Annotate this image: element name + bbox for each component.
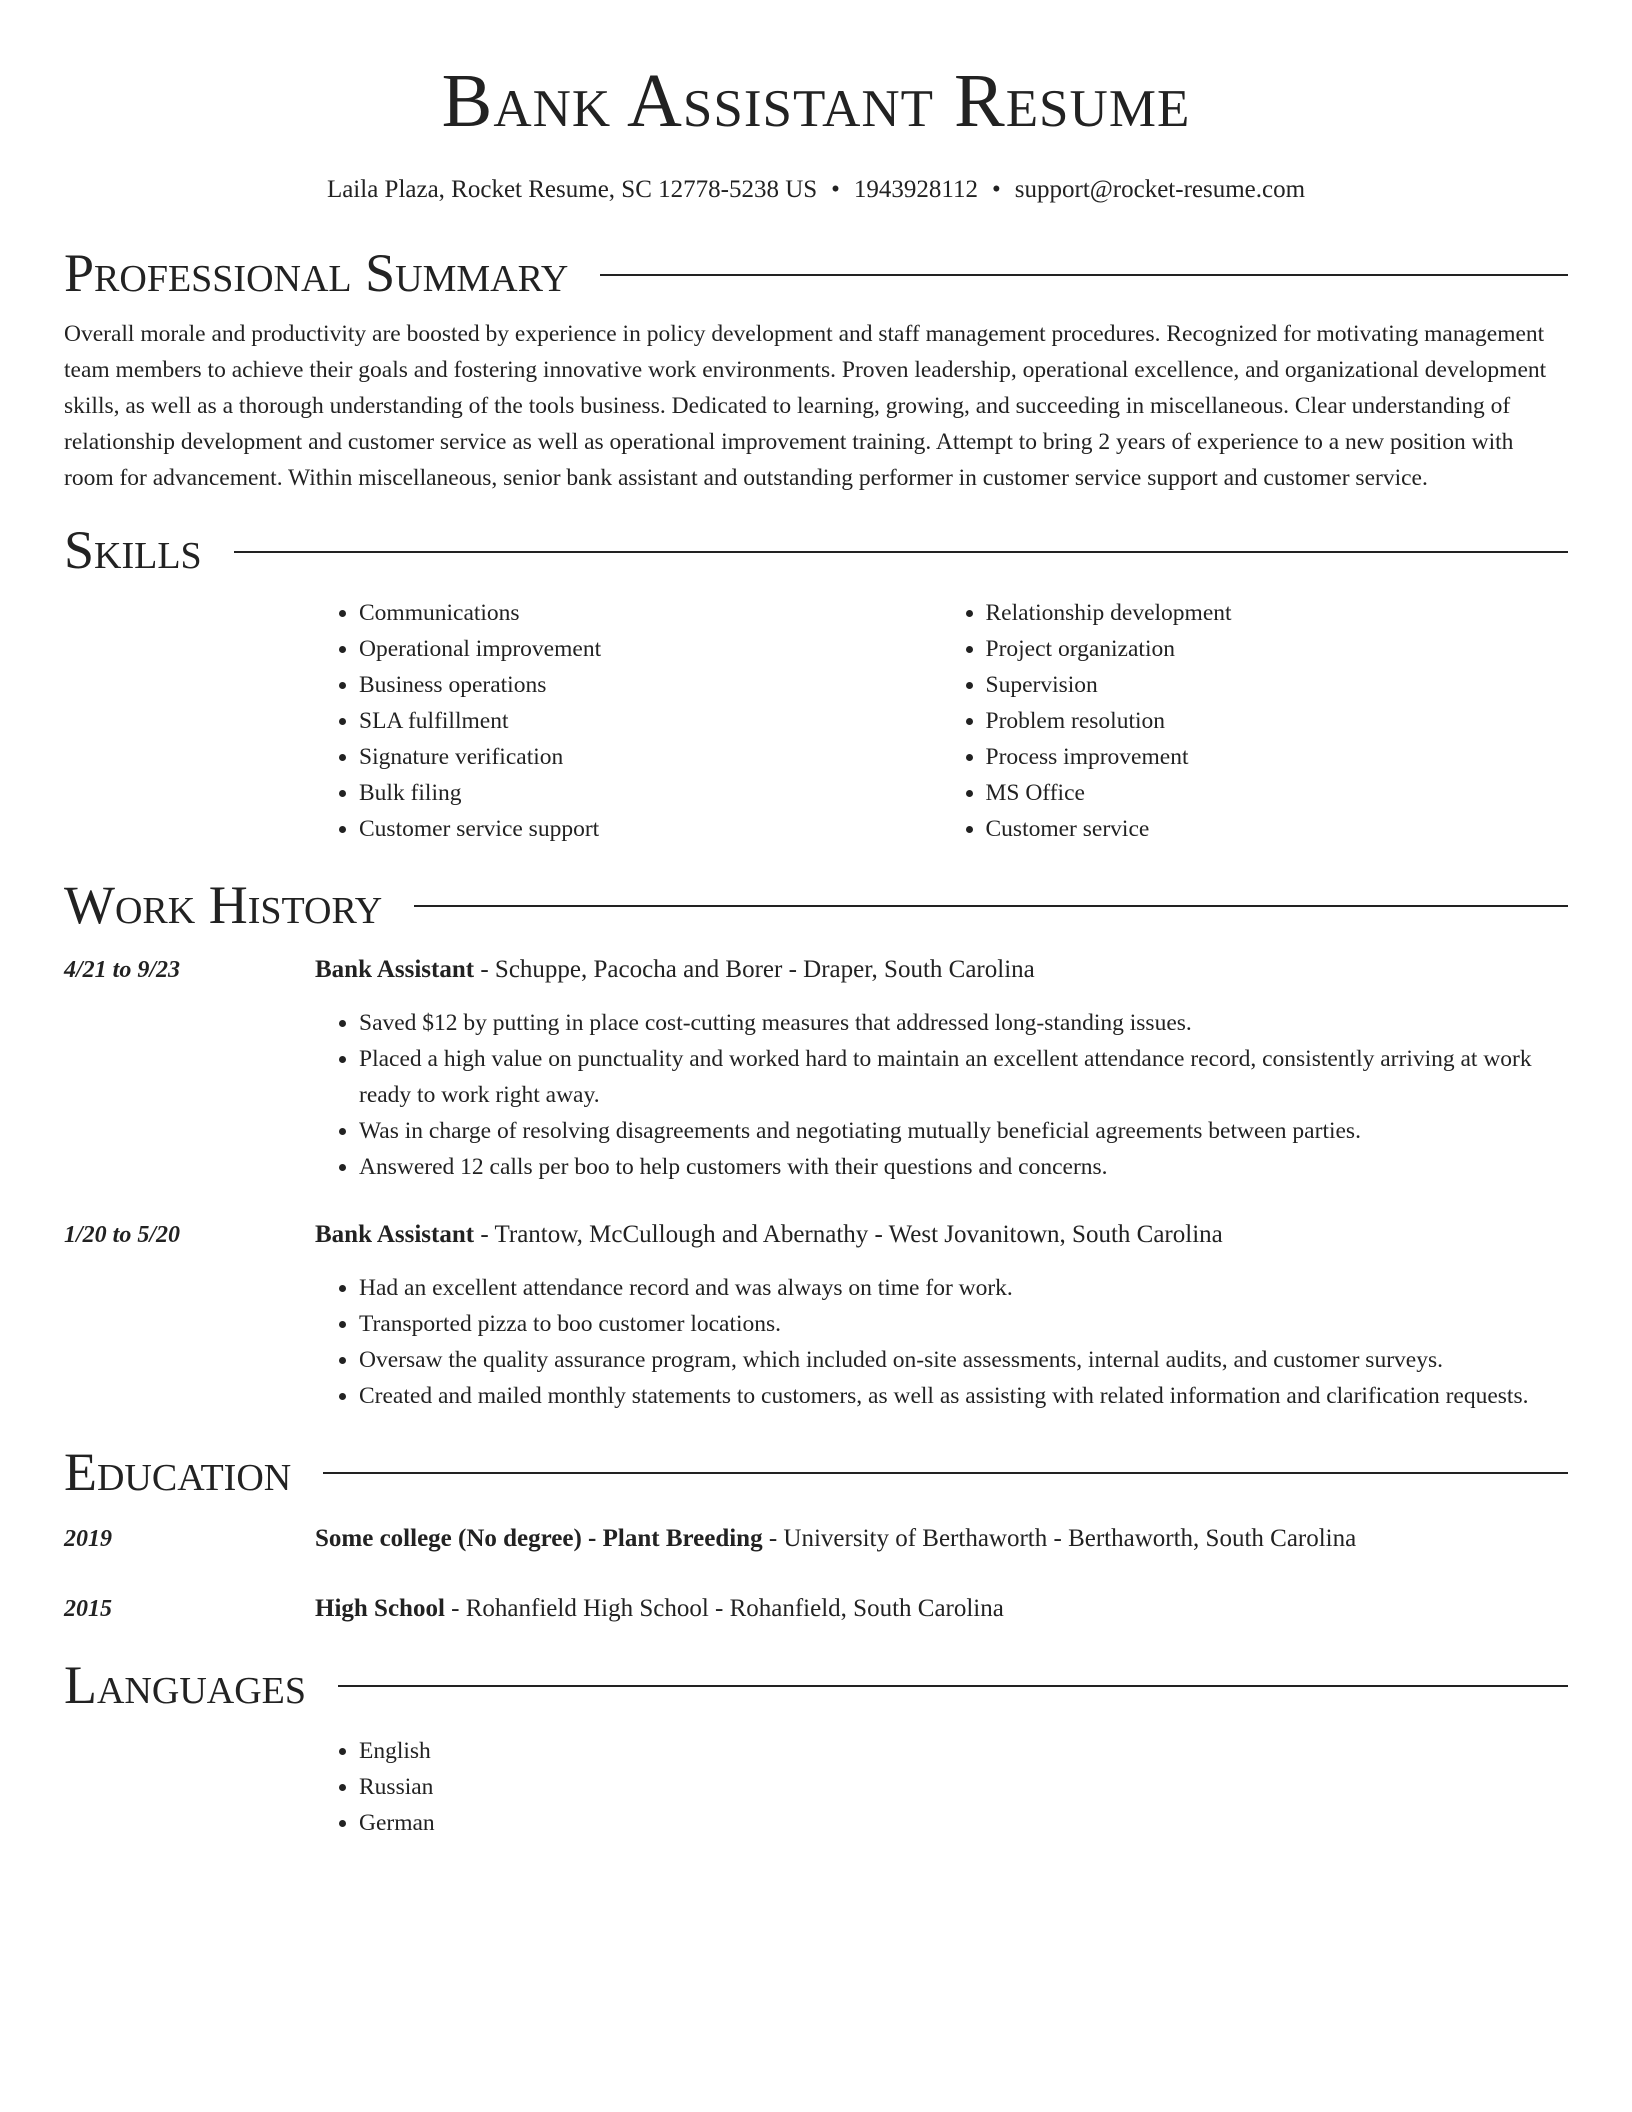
skills-heading-row (64, 518, 1568, 583)
education-details: - University of Berthaworth - Berthaworth, South Carolina (762, 1524, 1357, 1552)
education-heading: Education (64, 1441, 292, 1502)
skill-item: • Signature verification (359, 739, 942, 775)
job-entry (64, 1217, 1568, 1414)
work-heading-row (64, 873, 1568, 938)
job-bullet: • Transported pizza to boo customer locations. (359, 1306, 1568, 1342)
education-degree: Some college (No degree) - Plant Breeding (315, 1524, 763, 1552)
work-section (64, 873, 1568, 1414)
job-details: - Trantow, McCullough and Abernathy - West Jovanitown, South Carolina (474, 1220, 1223, 1248)
skills-heading: Skills (64, 520, 202, 581)
education-year: 2019 (64, 1525, 112, 1552)
education-entry (64, 1591, 1568, 1627)
job-bullets (315, 1005, 1568, 1185)
job-dates: 1/20 to 5/20 (64, 1221, 181, 1248)
job-bullet: • Answered 12 calls per boo to help customers with their questions and concerns. (359, 1149, 1568, 1185)
job-bullet: • Had an excellent attendance record and was always on time for work. (359, 1270, 1568, 1306)
contact-address: Laila Plaza, Rocket Resume, SC 12778-5238 US (326, 176, 818, 204)
language-item: • German (359, 1805, 1568, 1841)
summary-heading-row (64, 241, 1568, 306)
job-bullet: • Was in charge of resolving disagreements and negotiating mutually beneficial agreements between parties. (359, 1113, 1568, 1149)
job-dates: 4/21 to 9/23 (64, 956, 181, 983)
skill-item: • Project organization (986, 631, 1569, 667)
skill-item: • Problem resolution (986, 703, 1569, 739)
job-bullet: • Oversaw the quality assurance program, which included on-site assessments, internal audits, and customer surveys. (359, 1342, 1568, 1378)
skill-item: • Supervision (986, 667, 1569, 703)
job-entry (64, 952, 1568, 1185)
summary-section (64, 241, 1568, 496)
languages-section (64, 1653, 1568, 1842)
job-bullet: • Created and mailed monthly statements to customers, as well as assisting with related information and clarification requests. (359, 1378, 1568, 1414)
education-year: 2015 (64, 1595, 112, 1622)
skills-section (64, 518, 1568, 847)
job-bullet: • Saved $12 by putting in place cost-cutting measures that addressed long-standing issues. (359, 1005, 1568, 1041)
skill-item: • Process improvement (986, 739, 1569, 775)
skills-list-left (315, 595, 942, 847)
education-details: - Rohanfield High School - Rohanfield, South Carolina (444, 1594, 1004, 1622)
work-heading: Work History (64, 874, 383, 935)
job-details: - Schuppe, Pacocha and Borer - Draper, South Carolina (474, 955, 1035, 983)
summary-text: Overall morale and productivity are boosted by experience in policy development and staff management procedures. Recognized for motivating management team members to achieve their goals and fostering innovative work environments. Proven leadership, operational excellence, and organizational development skills, as well as a thorough understanding of the tools business. Dedicated to learning, growing, and succeeding in miscellaneous. Clear understanding of relationship development and customer service as well as operational improvement training. Attempt to bring 2 years of experience to a new position with room for advancement. Within miscellaneous, senior bank assistant and outstanding performer in customer service support and customer service. (64, 321, 1547, 492)
skill-item: • Operational improvement (359, 631, 942, 667)
language-item: • Russian (359, 1769, 1568, 1805)
contact-separator: • (992, 176, 1001, 204)
education-heading-row (64, 1440, 1568, 1505)
languages-list (315, 1733, 1568, 1841)
language-item: • English (359, 1733, 1568, 1769)
contact-phone: 1943928112 (853, 176, 978, 204)
section-divider (414, 905, 1568, 907)
summary-heading: Professional Summary (64, 243, 569, 304)
education-header (315, 1521, 1568, 1557)
languages-heading-row (64, 1653, 1568, 1718)
skill-item: • Communications (359, 595, 942, 631)
education-entry (64, 1521, 1568, 1557)
education-header (315, 1591, 1568, 1627)
languages-heading: Languages (64, 1654, 306, 1715)
section-divider (234, 551, 1568, 553)
section-divider (600, 274, 1568, 276)
education-degree: High School (315, 1594, 445, 1622)
contact-email: support@rocket-resume.com (1014, 176, 1306, 204)
skill-item: • Relationship development (986, 595, 1569, 631)
job-header (315, 1217, 1568, 1253)
job-bullets (315, 1270, 1568, 1414)
job-header (315, 952, 1568, 988)
job-title: Bank Assistant (315, 1220, 475, 1248)
skill-item: • Customer service support (359, 811, 942, 847)
job-title: Bank Assistant (315, 955, 475, 983)
skill-item: • Bulk filing (359, 775, 942, 811)
job-bullet: • Placed a high value on punctuality and worked hard to maintain an excellent attendance record, consistently arriving at work ready to work right away. (359, 1041, 1568, 1113)
skill-item: • Customer service (986, 811, 1569, 847)
skill-item: • MS Office (986, 775, 1569, 811)
skills-grid (315, 595, 1568, 847)
skill-item: • SLA fulfillment (359, 703, 942, 739)
resume-page (64, 0, 1568, 1841)
section-divider (338, 1685, 1568, 1687)
contact-line (64, 175, 1568, 205)
resume-title: Bank Assistant Resume (441, 59, 1191, 143)
contact-separator: • (831, 176, 840, 204)
education-section (64, 1440, 1568, 1627)
skills-list-right (942, 595, 1569, 847)
section-divider (323, 1472, 1568, 1474)
skill-item: • Business operations (359, 667, 942, 703)
